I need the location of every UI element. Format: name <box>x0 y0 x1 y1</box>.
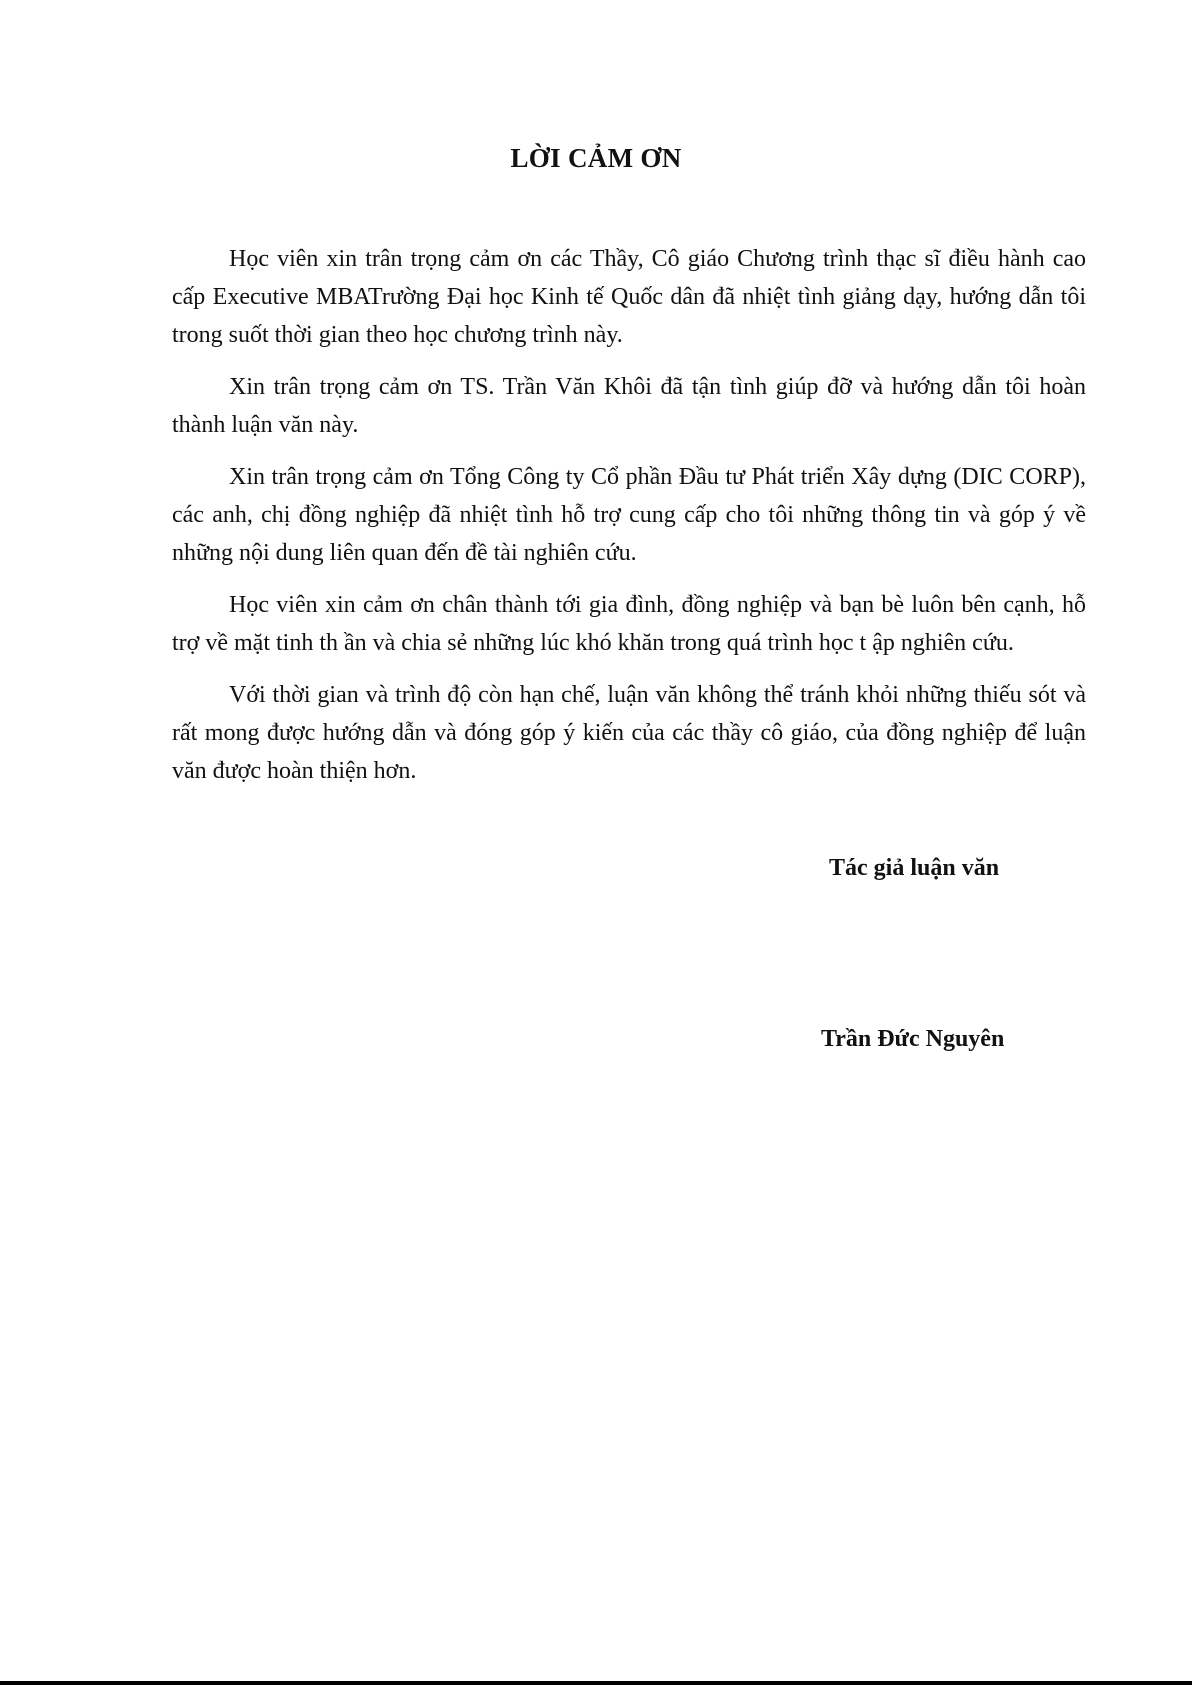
author-label: Tác giả luận văn <box>829 855 1000 881</box>
paragraph-4: Học viên xin cảm ơn chân thành tới gia đình, đồng nghiệp và bạn bè luôn bên cạnh, hỗ trợ về mặt tinh th ần và chia sẻ những lúc khó khăn trong quá trình học t ập nghiên cứu. <box>172 592 1086 656</box>
page-title: LỜI CẢM ƠN <box>510 143 682 173</box>
acknowledgement-body <box>172 240 1086 804</box>
paragraph-1: Học viên xin trân trọng cảm ơn các Thầy, Cô giáo Chương trình thạc sĩ điều hành cao cấp Executive MBATrường Đại học Kinh tế Quốc dân đã nhiệt tình giảng dạy, hướng dẫn tôi trong suốt thời gian theo học chương trình này. <box>172 246 1086 348</box>
bottom-border-line <box>0 1681 1192 1685</box>
paragraph-2: Xin trân trọng cảm ơn TS. Trần Văn Khôi đã tận tình giúp đỡ và hướng dẫn tôi hoàn thành luận văn này. <box>172 374 1086 438</box>
author-name: Trần Đức Nguyên <box>821 1026 1005 1052</box>
paragraph-5: Với thời gian và trình độ còn hạn chế, luận văn không thể tránh khỏi những thiếu sót và rất mong được hướng dẫn và đóng góp ý kiến của các thầy cô giáo, của đồng nghiệp để luận văn được hoàn thiện hơn. <box>172 682 1086 784</box>
paragraph-3: Xin trân trọng cảm ơn Tổng Công ty Cổ phần Đầu tư Phát triển Xây dựng (DIC CORP), các anh, chị đồng nghiệp đã nhiệt tình hỗ trợ cung cấp cho tôi những thông tin và góp ý về những nội dung liên quan đến đề tài nghiên cứu. <box>172 464 1086 566</box>
